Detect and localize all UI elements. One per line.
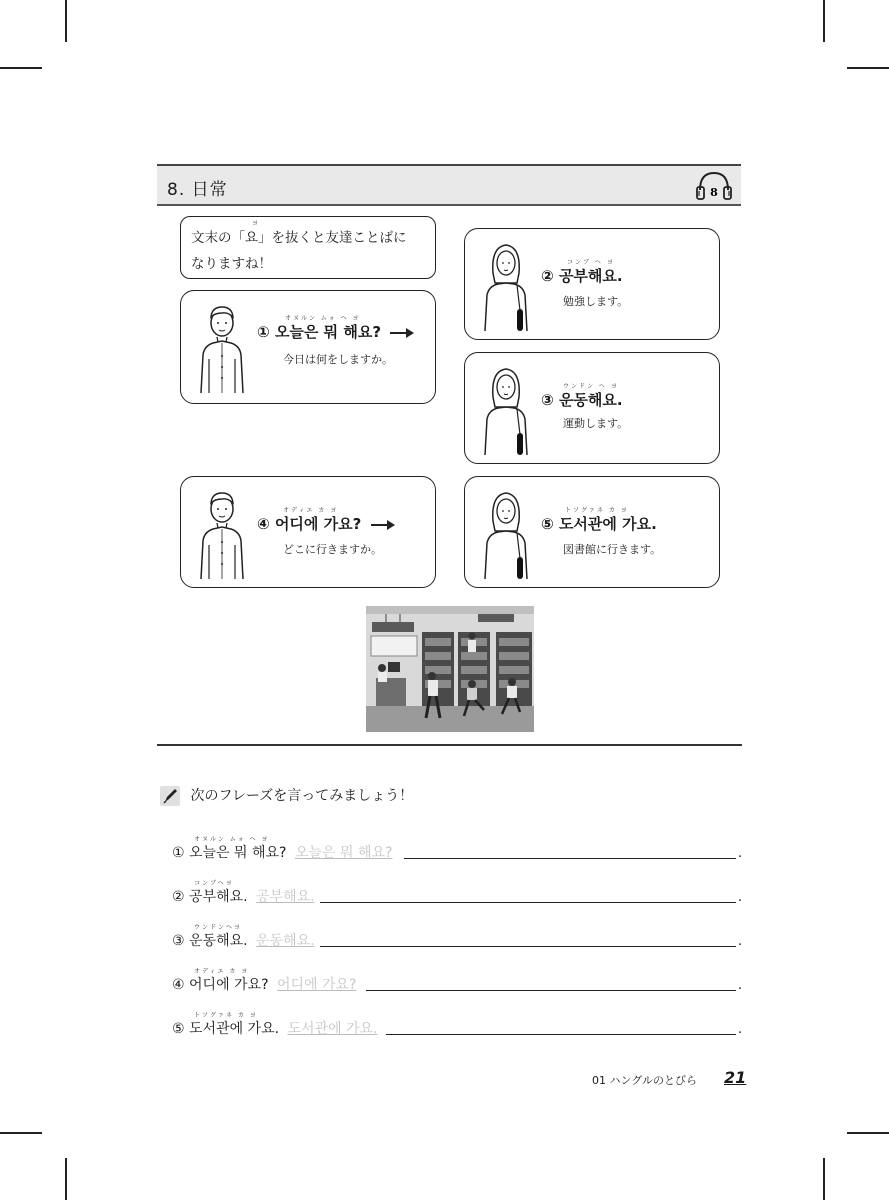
exercise-reading: オディエ カ ヨ: [194, 968, 250, 975]
dialog-phrase: ② 공부해요.: [541, 267, 623, 285]
trace-text: 도서관에 가요.: [287, 1021, 378, 1037]
crop-mark: [65, 0, 67, 42]
trace-text: 운동해요.: [256, 933, 315, 949]
exercise-item-4: オディエ カ ヨ ④ 어디에 가요? 어디에 가요? .: [172, 968, 742, 993]
line-end-period: .: [737, 1022, 742, 1037]
exercise-item-5: トソグァネ カ ヨ ⑤ 도서관에 가요. 도서관에 가요. .: [172, 1012, 742, 1037]
crop-mark: [0, 1132, 42, 1134]
exercise-phrase: 운동해요.: [189, 933, 248, 949]
dialog-reading: トソグァネ カ ヨ: [565, 507, 629, 514]
woman-figure: [481, 363, 531, 455]
line-end-period: .: [737, 846, 742, 861]
line-end-period: .: [737, 934, 742, 949]
line-end-period: .: [737, 978, 742, 993]
dialog-box-1: [180, 290, 436, 404]
write-line[interactable]: [386, 1034, 736, 1035]
dialog-box-3: [464, 352, 720, 464]
arrow-right-icon: [390, 332, 412, 334]
exercise-reading: トソグァネ カ ヨ: [194, 1012, 258, 1019]
dialog-reading: オヌルン ムォ ヘ ヨ: [285, 315, 361, 322]
crop-mark: [847, 1132, 889, 1134]
dialog-phrase: ③ 운동해요.: [541, 391, 623, 409]
dialog-box-2: [464, 228, 720, 340]
section-divider: [157, 744, 742, 746]
dialog-box-4: [180, 476, 436, 588]
exercise-reading: ウンドンヘヨ: [194, 924, 243, 931]
note-ruby: ヨ: [252, 220, 261, 227]
exercise-phrase: 오늘은 뭐 해요?: [189, 845, 287, 861]
crop-mark: [0, 67, 42, 69]
crop-mark: [847, 67, 889, 69]
man-figure: [197, 301, 247, 393]
exercise-phrase: 어디에 가요?: [189, 977, 269, 993]
arrow-right-icon: [371, 524, 393, 526]
crop-mark: [65, 1158, 67, 1200]
write-line[interactable]: [320, 902, 736, 903]
page-number: 21: [724, 1068, 747, 1087]
note-line-1: 文末の「요」を抜くと友達ことばに: [191, 230, 407, 246]
crop-mark: [823, 0, 825, 42]
note-line-2: なりますね！: [191, 256, 272, 272]
section-title: 8. 日常: [167, 180, 228, 200]
dialog-translation: 勉強します。: [563, 295, 629, 308]
library-illustration: [366, 606, 534, 732]
exercise-phrase: 도서관에 가요.: [189, 1021, 280, 1037]
woman-figure: [481, 487, 531, 579]
dialog-translation: どこに行きますか。: [283, 543, 382, 556]
exercise-heading-text: 次のフレーズを言ってみましょう！: [190, 788, 414, 804]
dialog-translation: 図書館に行きます。: [563, 543, 662, 556]
crop-mark: [823, 1158, 825, 1200]
exercise-heading: [160, 785, 413, 806]
dialog-box-5: [464, 476, 720, 588]
write-line[interactable]: [320, 946, 736, 947]
section-header: [157, 164, 741, 206]
woman-figure: [481, 239, 531, 331]
dialog-reading: オディエ カ ヨ: [283, 507, 339, 514]
dialog-phrase: ⑤ 도서관에 가요.: [541, 515, 657, 533]
exercise-item-1: オヌルン ムォ ヘ ヨ ① 오늘은 뭐 해요? 오늘은 뭐 해요? .: [172, 836, 742, 861]
dialog-reading: コンブ ヘ ヨ: [567, 259, 615, 266]
trace-text: 공부해요.: [256, 889, 315, 905]
exercise-reading: オヌルン ムォ ヘ ヨ: [194, 836, 270, 843]
headphones-icon[interactable]: [695, 170, 733, 202]
footer-chapter: 01 ハングルのとびら: [592, 1074, 697, 1087]
exercise-phrase: 공부해요.: [189, 889, 248, 905]
dialog-phrase: ④ 어디에 가요?: [257, 513, 393, 534]
audio-track-number: 8: [710, 186, 718, 199]
man-figure: [197, 487, 247, 579]
exercise-reading: コンブヘヨ: [194, 880, 234, 887]
dialog-translation: 今日は何をしますか。: [283, 353, 393, 366]
trace-text: 어디에 가요?: [276, 977, 357, 993]
line-end-period: .: [737, 890, 742, 905]
trace-text: 오늘은 뭐 해요?: [294, 845, 393, 861]
dialog-phrase: ① 오늘은 뭐 해요?: [257, 321, 412, 342]
exercise-item-3: ウンドンヘヨ ③ 운동해요. 운동해요. .: [172, 924, 742, 949]
dialog-translation: 運動します。: [563, 417, 629, 430]
exercise-item-2: コンブヘヨ ② 공부해요. 공부해요. .: [172, 880, 742, 905]
write-line[interactable]: [404, 858, 736, 859]
dialog-reading: ウンドン ヘ ヨ: [563, 383, 619, 390]
note-box: [180, 216, 436, 279]
write-line[interactable]: [366, 990, 736, 991]
pen-icon: [160, 786, 180, 806]
